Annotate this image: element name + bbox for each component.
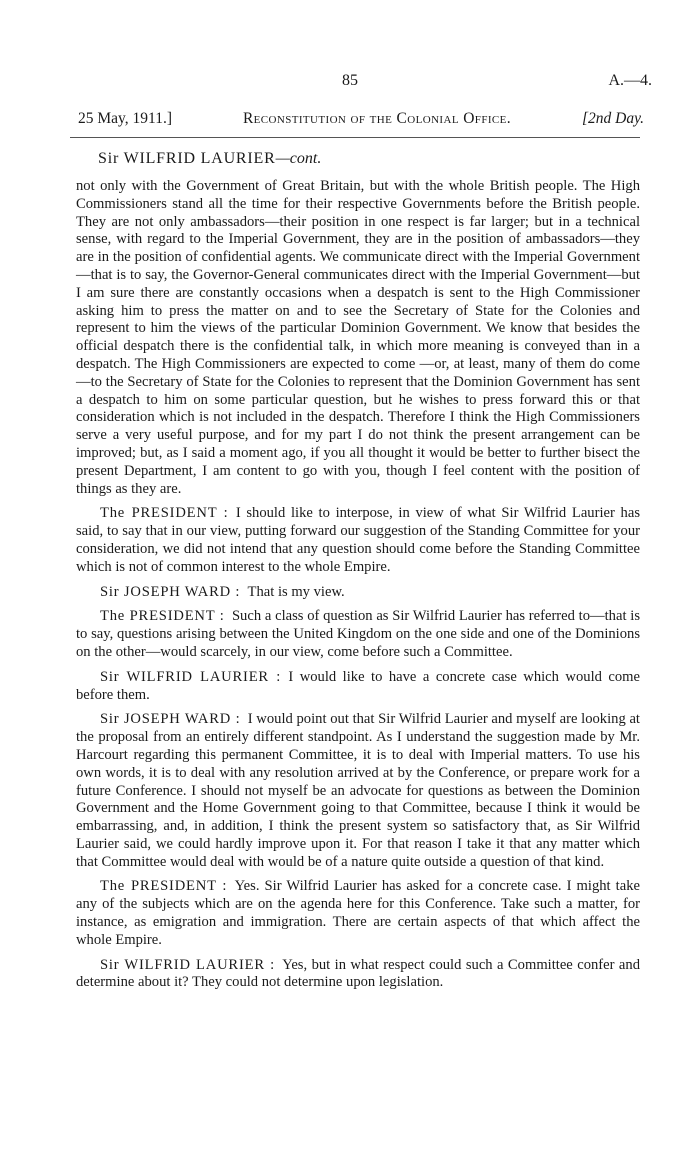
- speech-paragraph: [76, 957, 640, 993]
- speaker-name: Sir JOSEPH WARD :: [100, 583, 241, 600]
- speaker-name: Sir WILFRID LAURIER :: [100, 956, 275, 973]
- speaker-name: Sir JOSEPH WARD :: [100, 711, 241, 728]
- page-number: 85: [342, 72, 358, 89]
- document-reference: A.—4.: [608, 72, 652, 89]
- speech-paragraph: [76, 711, 640, 871]
- header-date: 25 May, 1911.]: [78, 110, 172, 127]
- speech-paragraph: [76, 584, 640, 602]
- speech-text: not only with the Government of Great Britain, but with the whole British people. The High Commissioners stand all the time for their respective Governments before the British people. They are not only ambassadors—their position in one respect is far larger; but in a technical sense, with regard to the Imperial Government, they are in the position of ambassadors—they are in the position of confidential agents. We communicate direct with the Imperial Government—that is to say, the Governor-General communicates direct with the Imperial Government—but I am sure there are constantly occasions when a despatch is sent to the High Commissioner asking him to press the matter on and to see the Secretary of State for the Colonies and represent to him the views of the particular Dominion Government. We know that besides the official despatch there is the confidential talk, in which more meaning is conveyed than in a despatch. The High Commissioners are expected to come —or, at least, many of them do come—to the Secretary of State for the Colonies to represent that the Dominion Government has sent a despatch to him on some particular question, but he wishes to press forward this or that consideration which is not included in the despatch. Therefore I think the High Commissioners serve a very useful purpose, and for my part I do not think the present arrangement can be improved; but, as I said a moment ago, if you all thought it would be better to further bisect the present Department, I am content to go with you, though I feel content with the position of things as they are.: [76, 178, 640, 497]
- transcript-body: [76, 178, 640, 999]
- speech-text: Such a class of question as Sir Wilfrid Laurier has referred to—that is to say, questions arising between the United Kingdom on the one side and one of the Dominions on the other—would scarcely, in our view, come before such a Committee.: [76, 608, 640, 660]
- speech-text: I would like to have a concrete case which would come before them.: [76, 668, 640, 703]
- continuation-heading: [98, 150, 321, 168]
- header-title: Reconstitution of the Colonial Office.: [242, 110, 512, 127]
- speech-paragraph: [76, 505, 640, 576]
- speaker-name: The PRESIDENT :: [100, 878, 228, 895]
- speech-text: Yes, but in what respect could such a Committee confer and determine about it? They could not determine upon legislation.: [76, 956, 640, 991]
- speaker-name: The PRESIDENT :: [100, 505, 229, 522]
- speaker-name: Sir WILFRID LAURIER :: [100, 668, 282, 685]
- speech-text: I should like to interpose, in view of what Sir Wilfrid Laurier has said, to say that in our view, putting forward our suggestion of the Standing Committee for your consideration, we did not intend that any question should come before the Standing Committee which is not of common interest to the whole Empire.: [76, 505, 640, 575]
- speaker-name: The PRESIDENT :: [100, 608, 225, 625]
- continuation-suffix: —cont.: [275, 150, 322, 167]
- speech-paragraph: [76, 878, 640, 949]
- header-day: [2nd Day.: [581, 110, 644, 127]
- speech-text: That is my view.: [247, 583, 345, 600]
- running-header: [78, 110, 644, 128]
- speech-paragraph: [76, 178, 640, 498]
- speech-paragraph: [76, 608, 640, 661]
- continuation-speaker: Sir WILFRID LAURIER: [98, 150, 276, 167]
- speech-paragraph: [76, 669, 640, 705]
- speech-text: I would point out that Sir Wilfrid Laurier and myself are looking at the proposal from an entirely different standpoint. As I understand the suggestion made by Mr. Harcourt regarding this permanent Committee, it is to deal with Imperial matters. To use his own words, it is to deal with any resolution arrived at by the Conference, or prepare work for a future Conference. I should not myself be an advocate for questions as between the Dominion Government and the Home Government going to that Committee, because I think it would be embarrassing, and, in addition, I think the present system so satisfactory that, as Sir Wilfrid Laurier said, we could hardly improve upon it. For that reason I take it that any matter which that Committee would deal with would be of a nature quite outside a question of that kind.: [76, 711, 640, 870]
- speech-text: Yes. Sir Wilfrid Laurier has asked for a concrete case. I might take any of the subjects which are on the agenda here for this Conference. Take such a matter, for instance, as emigration and immigration. There are certain aspects of that which affect the whole Empire.: [76, 878, 640, 948]
- header-rule: [70, 137, 640, 138]
